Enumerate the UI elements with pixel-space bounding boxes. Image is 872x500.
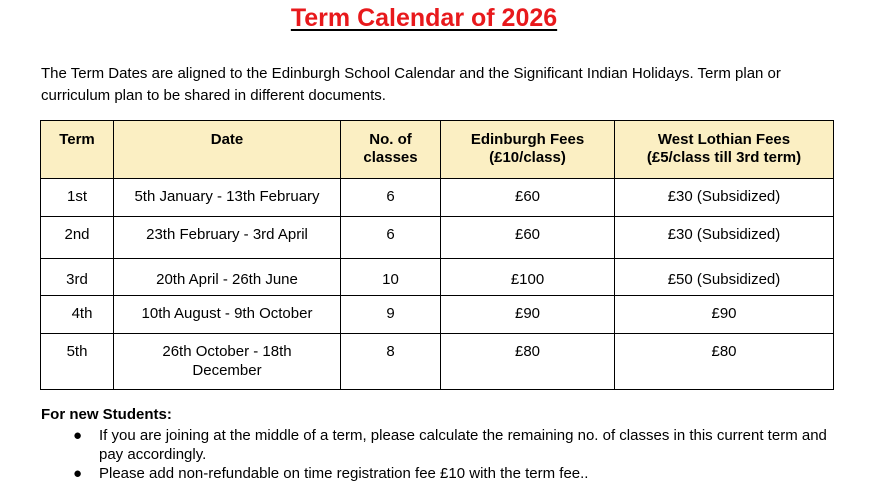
cell-edinburgh-fee: £60 <box>441 179 615 217</box>
cell-edinburgh-fee: £90 <box>441 296 615 334</box>
cell-term: 2nd <box>41 217 114 259</box>
table-row <box>41 334 834 390</box>
table-row <box>41 179 834 217</box>
title-text: Term Calendar of 2026 <box>290 4 558 32</box>
cell-date: 20th April - 26th June <box>114 259 341 296</box>
cell-date: 5th January - 13th February <box>114 179 341 217</box>
list-item <box>41 464 831 483</box>
cell-edinburgh-fee: £100 <box>441 259 615 296</box>
table-row <box>41 217 834 259</box>
bullet-icon: ● <box>73 465 83 482</box>
cell-term: 4th <box>41 296 114 334</box>
page-title <box>0 4 848 33</box>
term-calendar-table <box>40 120 834 390</box>
cell-westlothian-fee: £50 (Subsidized) <box>615 259 834 296</box>
cell-term: 5th <box>41 334 114 390</box>
cell-term: 3rd <box>41 259 114 296</box>
table-row <box>41 259 834 296</box>
header-date: Date <box>114 121 341 179</box>
cell-classes: 10 <box>341 259 441 296</box>
header-westlothian-fees: West Lothian Fees (£5/class till 3rd term) <box>615 121 834 179</box>
header-term: Term <box>41 121 114 179</box>
header-edinburgh-fees: Edinburgh Fees (£10/class) <box>441 121 615 179</box>
new-students-heading: For new Students: <box>41 406 172 423</box>
cell-date: 23th February - 3rd April <box>114 217 341 259</box>
list-item <box>41 426 831 464</box>
cell-date: 26th October - 18th December <box>114 334 341 390</box>
cell-edinburgh-fee: £80 <box>441 334 615 390</box>
cell-edinburgh-fee: £60 <box>441 217 615 259</box>
cell-westlothian-fee: £80 <box>615 334 834 390</box>
cell-classes: 6 <box>341 179 441 217</box>
table-row <box>41 296 834 334</box>
cell-date: 10th August - 9th October <box>114 296 341 334</box>
table-header <box>41 121 834 179</box>
cell-westlothian-fee: £90 <box>615 296 834 334</box>
table-body <box>41 179 834 390</box>
note-text: Please add non-refundable on time registration fee £10 with the term fee.. <box>99 465 589 482</box>
header-classes: No. of classes <box>341 121 441 179</box>
note-text: If you are joining at the middle of a term, please calculate the remaining no. of classes in this current term and pay accordingly. <box>99 427 827 463</box>
bullet-icon: ● <box>73 427 83 444</box>
intro-paragraph: The Term Dates are aligned to the Edinburgh School Calendar and the Significant Indian Holidays. Term plan or curriculum plan to be shared in different documents. <box>41 65 781 104</box>
cell-westlothian-fee: £30 (Subsidized) <box>615 179 834 217</box>
cell-classes: 9 <box>341 296 441 334</box>
header-row <box>41 121 834 179</box>
cell-classes: 6 <box>341 217 441 259</box>
new-students-notes <box>41 426 831 483</box>
cell-classes: 8 <box>341 334 441 390</box>
cell-term: 1st <box>41 179 114 217</box>
cell-westlothian-fee: £30 (Subsidized) <box>615 217 834 259</box>
